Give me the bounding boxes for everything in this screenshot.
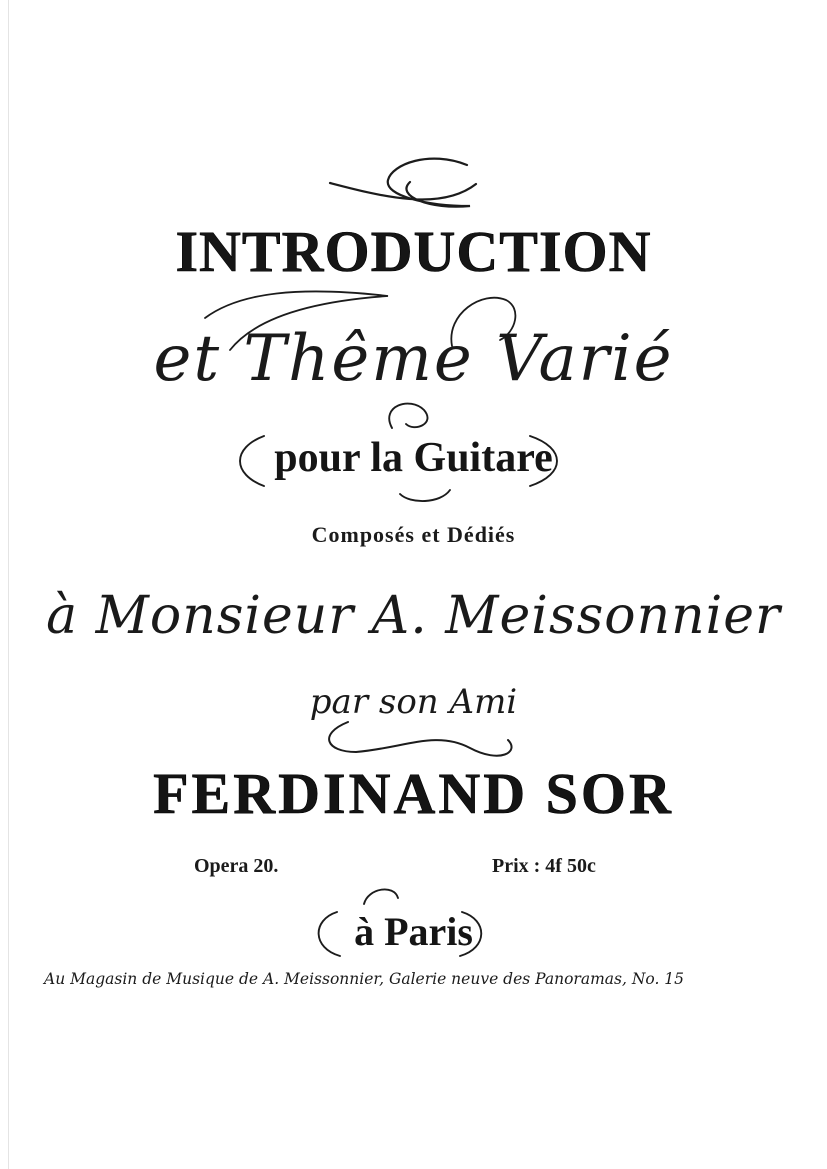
price-label: Prix : 4f 50c [492,855,596,877]
dedicatee-line: à Monsieur A. Meissonnier [46,586,781,646]
work-subtitle: et Thême Varié [153,322,674,396]
composer-flourish [329,722,511,756]
publisher-imprint: Au Magasin de Musique de A. Meissonnier, Galerie neuve des Panoramas, No. 15 [44,970,685,988]
publication-city: à Paris [354,909,473,954]
composed-dedicated-line: Composés et Dédiés [311,522,516,547]
by-friend-line: par son Ami [309,682,518,722]
opus-number: Opera 20. [194,855,279,877]
instrument-line: pour la Guitare [274,435,553,481]
work-title: INTRODUCTION [175,219,652,284]
top-flourish [330,159,476,207]
composer-name: FERDINAND SOR [153,761,674,826]
